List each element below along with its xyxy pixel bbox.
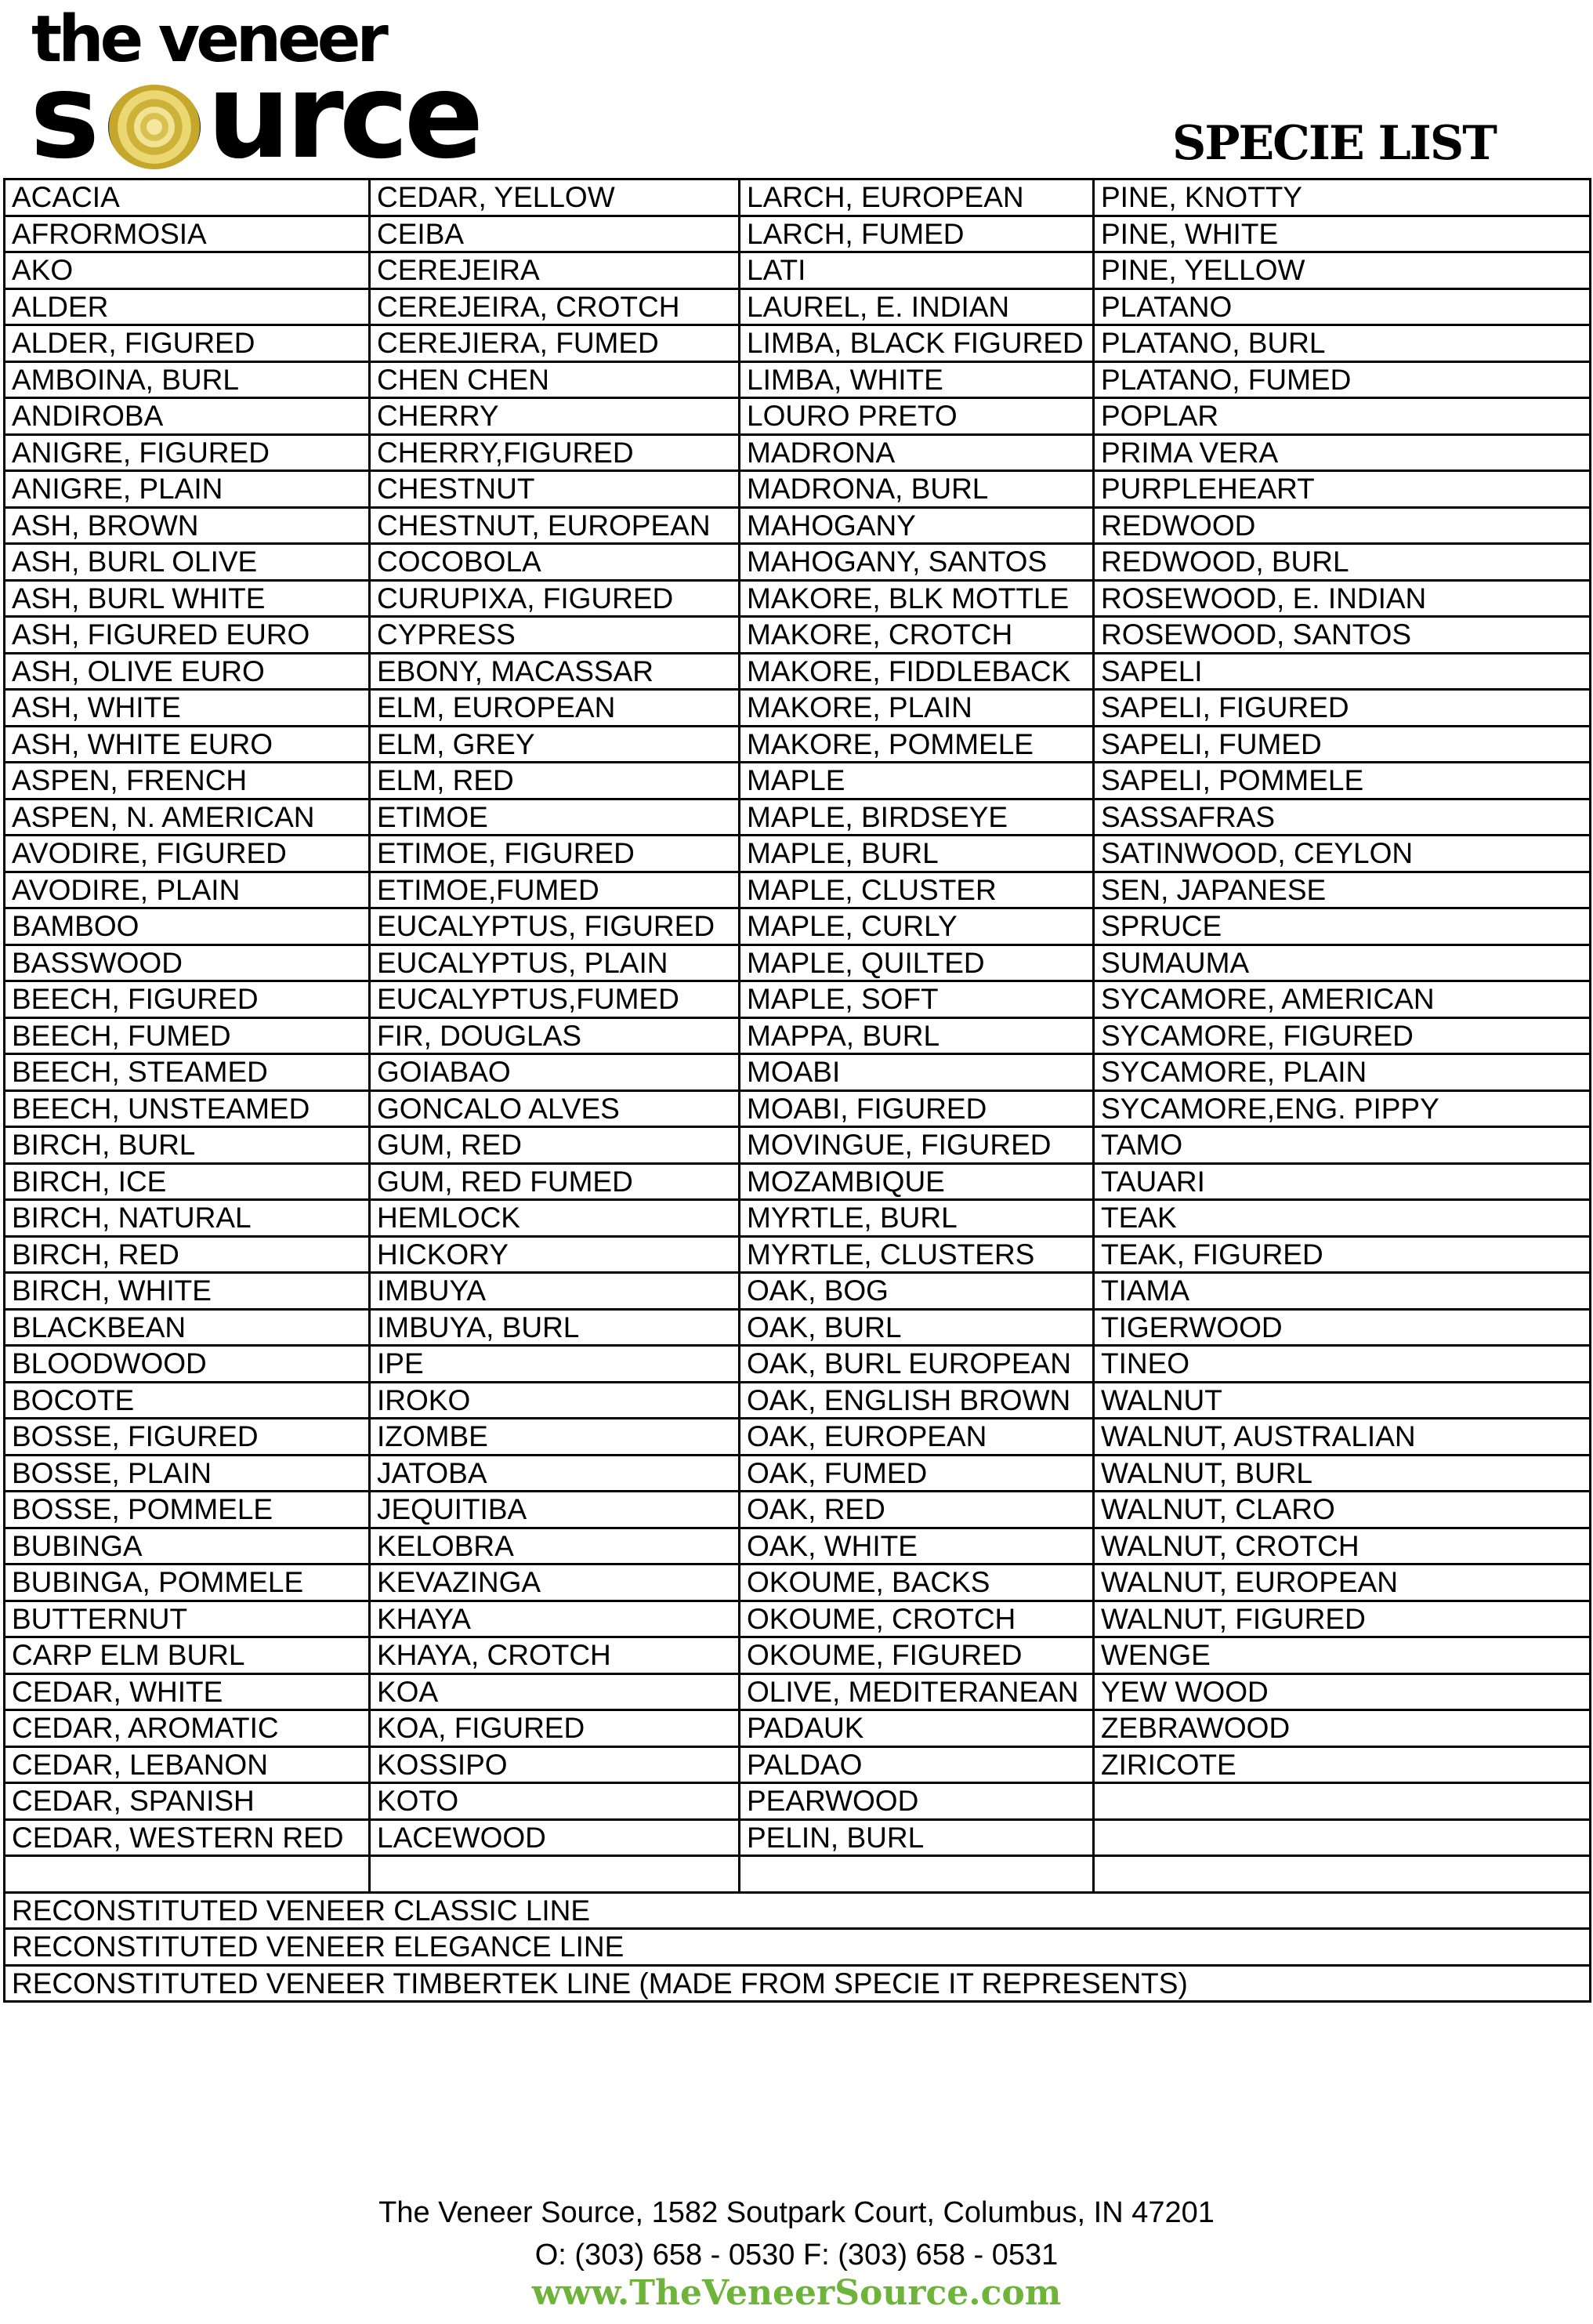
table-row [5, 690, 1591, 727]
reconstituted-line: RECONSTITUTED VENEER CLASSIC LINE [5, 1892, 1591, 1929]
species-cell: BLACKBEAN [5, 1309, 370, 1346]
species-cell: GUM, RED FUMED [370, 1163, 740, 1200]
table-row [5, 1090, 1591, 1127]
species-cell: ETIMOE, FIGURED [370, 836, 740, 872]
table-row [5, 1637, 1591, 1674]
species-cell: PEARWOOD [740, 1783, 1094, 1820]
species-cell: BEECH, STEAMED [5, 1054, 370, 1091]
species-cell: ANIGRE, PLAIN [5, 471, 370, 508]
species-cell: WALNUT, EUROPEAN [1094, 1564, 1591, 1601]
species-cell: CURUPIXA, FIGURED [370, 580, 740, 617]
species-cell: COCOBOLA [370, 544, 740, 581]
table-row [5, 544, 1591, 581]
species-cell: YEW WOOD [1094, 1673, 1591, 1710]
species-cell: TINEO [1094, 1346, 1591, 1383]
species-cell: EUCALYPTUS, PLAIN [370, 944, 740, 981]
table-row [5, 580, 1591, 617]
species-cell: BOSSE, PLAIN [5, 1455, 370, 1492]
species-cell: ROSEWOOD, SANTOS [1094, 617, 1591, 654]
table-row [5, 1273, 1591, 1310]
reconstituted-row [5, 1892, 1591, 1929]
species-cell: OLIVE, MEDITERANEAN [740, 1673, 1094, 1710]
species-cell: MAPLE, BIRDSEYE [740, 799, 1094, 836]
species-cell: SAPELI, FIGURED [1094, 690, 1591, 727]
species-cell: MAKORE, BLK MOTTLE [740, 580, 1094, 617]
species-cell: MAKORE, FIDDLEBACK [740, 653, 1094, 690]
species-cell: MOVINGUE, FIGURED [740, 1127, 1094, 1164]
species-cell: KELOBRA [370, 1528, 740, 1564]
species-cell: MAPLE [740, 763, 1094, 799]
table-row [5, 1236, 1591, 1273]
species-cell: ASH, OLIVE EURO [5, 653, 370, 690]
species-cell: CEDAR, SPANISH [5, 1783, 370, 1820]
species-cell: SEN, JAPANESE [1094, 872, 1591, 908]
species-cell: CEDAR, WESTERN RED [5, 1819, 370, 1856]
species-cell: ELM, RED [370, 763, 740, 799]
species-cell: PURPLEHEART [1094, 471, 1591, 508]
table-row [5, 944, 1591, 981]
species-cell: MAHOGANY, SANTOS [740, 544, 1094, 581]
species-cell: PINE, KNOTTY [1094, 179, 1591, 216]
species-cell: MADRONA [740, 434, 1094, 471]
species-cell: CHEN CHEN [370, 361, 740, 398]
table-row [5, 1601, 1591, 1637]
wood-log-icon [108, 85, 201, 169]
table-row [5, 288, 1591, 325]
species-cell: WALNUT, CLARO [1094, 1492, 1591, 1528]
species-cell: GUM, RED [370, 1127, 740, 1164]
species-cell: TEAK, FIGURED [1094, 1236, 1591, 1273]
species-cell [1094, 1783, 1591, 1820]
species-cell: KOA, FIGURED [370, 1710, 740, 1747]
table-row [5, 1455, 1591, 1492]
table-row [5, 1419, 1591, 1456]
species-cell: KEVAZINGA [370, 1564, 740, 1601]
species-cell: ELM, GREY [370, 726, 740, 763]
species-cell: ASH, WHITE [5, 690, 370, 727]
species-cell: LAUREL, E. INDIAN [740, 288, 1094, 325]
table-row [5, 908, 1591, 945]
species-cell: REDWOOD, BURL [1094, 544, 1591, 581]
species-cell: BOSSE, POMMELE [5, 1492, 370, 1528]
species-cell: HICKORY [370, 1236, 740, 1273]
table-row [5, 653, 1591, 690]
species-cell: MAHOGANY [740, 507, 1094, 544]
species-cell [1094, 1819, 1591, 1856]
species-cell: TEAK [1094, 1200, 1591, 1237]
table-row [5, 325, 1591, 362]
species-cell: CEREJEIRA, CROTCH [370, 288, 740, 325]
species-cell: ZIRICOTE [1094, 1746, 1591, 1783]
species-table-body [5, 179, 1591, 2002]
species-cell: ASH, FIGURED EURO [5, 617, 370, 654]
species-cell: ZEBRAWOOD [1094, 1710, 1591, 1747]
table-row [5, 252, 1591, 289]
table-row [5, 1492, 1591, 1528]
species-cell: MAPLE, QUILTED [740, 944, 1094, 981]
species-cell [740, 1856, 1094, 1893]
species-cell: PALDAO [740, 1746, 1094, 1783]
species-cell: SYCAMORE, FIGURED [1094, 1017, 1591, 1054]
table-row [5, 1710, 1591, 1747]
reconstituted-row [5, 1929, 1591, 1966]
species-cell: BASSWOOD [5, 944, 370, 981]
species-cell: TAMO [1094, 1127, 1591, 1164]
species-cell: ASH, BROWN [5, 507, 370, 544]
species-cell: TIGERWOOD [1094, 1309, 1591, 1346]
species-cell: OAK, RED [740, 1492, 1094, 1528]
species-cell: MAPLE, BURL [740, 836, 1094, 872]
species-cell: BUBINGA [5, 1528, 370, 1564]
table-row [5, 1746, 1591, 1783]
species-cell: POPLAR [1094, 398, 1591, 435]
species-cell: MOZAMBIQUE [740, 1163, 1094, 1200]
species-cell: KOSSIPO [370, 1746, 740, 1783]
species-cell: LOURO PRETO [740, 398, 1094, 435]
table-row [5, 836, 1591, 872]
species-cell: CEREJEIRA [370, 252, 740, 289]
species-cell: IZOMBE [370, 1419, 740, 1456]
table-row [5, 434, 1591, 471]
species-cell: IMBUYA, BURL [370, 1309, 740, 1346]
species-cell: AVODIRE, PLAIN [5, 872, 370, 908]
logo-letters-rest: urce [207, 49, 480, 185]
species-cell: KHAYA, CROTCH [370, 1637, 740, 1674]
page-title: SPECIE LIST [1172, 116, 1496, 171]
species-cell: PLATANO [1094, 288, 1591, 325]
species-cell: PELIN, BURL [740, 1819, 1094, 1856]
table-row [5, 726, 1591, 763]
species-cell: CYPRESS [370, 617, 740, 654]
species-cell: PLATANO, FUMED [1094, 361, 1591, 398]
table-row [5, 1017, 1591, 1054]
species-cell: SATINWOOD, CEYLON [1094, 836, 1591, 872]
table-row [5, 617, 1591, 654]
species-cell: BIRCH, NATURAL [5, 1200, 370, 1237]
table-row [5, 1673, 1591, 1710]
species-cell: BEECH, FIGURED [5, 981, 370, 1018]
species-cell: IMBUYA [370, 1273, 740, 1310]
species-cell: OAK, BURL [740, 1309, 1094, 1346]
species-cell: GOIABAO [370, 1054, 740, 1091]
species-cell: HEMLOCK [370, 1200, 740, 1237]
species-cell: OKOUME, CROTCH [740, 1601, 1094, 1637]
footer-website-link[interactable]: www.TheVeneerSource.com [531, 2273, 1062, 2313]
table-row [5, 216, 1591, 252]
species-cell: BOSSE, FIGURED [5, 1419, 370, 1456]
species-cell: PRIMA VERA [1094, 434, 1591, 471]
reconstituted-line: RECONSTITUTED VENEER ELEGANCE LINE [5, 1929, 1591, 1966]
species-cell: MAKORE, POMMELE [740, 726, 1094, 763]
table-row [5, 507, 1591, 544]
species-cell: CHESTNUT [370, 471, 740, 508]
species-cell: OAK, EUROPEAN [740, 1419, 1094, 1456]
table-row [5, 1564, 1591, 1601]
table-row [5, 872, 1591, 908]
table-row [5, 1382, 1591, 1419]
species-cell: BIRCH, ICE [5, 1163, 370, 1200]
species-cell: CARP ELM BURL [5, 1637, 370, 1674]
species-cell: CHERRY [370, 398, 740, 435]
table-row [5, 1346, 1591, 1383]
species-cell: MAPPA, BURL [740, 1017, 1094, 1054]
species-cell: LATI [740, 252, 1094, 289]
species-cell: MOABI [740, 1054, 1094, 1091]
species-cell: WENGE [1094, 1637, 1591, 1674]
species-cell: SYCAMORE,ENG. PIPPY [1094, 1090, 1591, 1127]
species-cell: ACACIA [5, 179, 370, 216]
species-cell: KHAYA [370, 1601, 740, 1637]
species-cell: OAK, WHITE [740, 1528, 1094, 1564]
table-row [5, 1054, 1591, 1091]
species-cell: CEREJIERA, FUMED [370, 325, 740, 362]
species-cell: WALNUT [1094, 1382, 1591, 1419]
species-cell: AMBOINA, BURL [5, 361, 370, 398]
table-row [5, 1127, 1591, 1164]
species-cell: ASH, WHITE EURO [5, 726, 370, 763]
species-cell: LIMBA, BLACK FIGURED [740, 325, 1094, 362]
species-cell: BEECH, UNSTEAMED [5, 1090, 370, 1127]
species-cell: WALNUT, AUSTRALIAN [1094, 1419, 1591, 1456]
footer-address: The Veneer Source, 1582 Soutpark Court, Columbus, IN 47201 [378, 2196, 1215, 2229]
species-cell: ASH, BURL OLIVE [5, 544, 370, 581]
species-cell: TIAMA [1094, 1273, 1591, 1310]
species-cell: SAPELI, FUMED [1094, 726, 1591, 763]
species-cell: OKOUME, FIGURED [740, 1637, 1094, 1674]
table-row [5, 1200, 1591, 1237]
species-table [3, 178, 1591, 2003]
species-cell [5, 1856, 370, 1893]
species-cell: LACEWOOD [370, 1819, 740, 1856]
species-cell [370, 1856, 740, 1893]
species-cell: OAK, FUMED [740, 1455, 1094, 1492]
species-cell: BIRCH, WHITE [5, 1273, 370, 1310]
species-cell: JATOBA [370, 1455, 740, 1492]
species-cell: MOABI, FIGURED [740, 1090, 1094, 1127]
species-cell: ETIMOE [370, 799, 740, 836]
species-cell: MADRONA, BURL [740, 471, 1094, 508]
species-cell: BOCOTE [5, 1382, 370, 1419]
table-row [5, 1856, 1591, 1893]
species-cell: EBONY, MACASSAR [370, 653, 740, 690]
species-cell: BIRCH, RED [5, 1236, 370, 1273]
species-cell: LARCH, FUMED [740, 216, 1094, 252]
species-cell: REDWOOD [1094, 507, 1591, 544]
species-cell: FIR, DOUGLAS [370, 1017, 740, 1054]
species-cell: SYCAMORE, PLAIN [1094, 1054, 1591, 1091]
reconstituted-line: RECONSTITUTED VENEER TIMBERTEK LINE (MADE FROM SPECIE IT REPRESENTS) [5, 1965, 1591, 2002]
species-cell: CEDAR, LEBANON [5, 1746, 370, 1783]
table-row [5, 981, 1591, 1018]
table-row [5, 1528, 1591, 1564]
table-row [5, 1163, 1591, 1200]
species-cell: SYCAMORE, AMERICAN [1094, 981, 1591, 1018]
species-cell: CHESTNUT, EUROPEAN [370, 507, 740, 544]
species-cell: ASPEN, N. AMERICAN [5, 799, 370, 836]
species-cell: BUTTERNUT [5, 1601, 370, 1637]
species-cell: BAMBOO [5, 908, 370, 945]
species-cell: SAPELI, POMMELE [1094, 763, 1591, 799]
species-cell: MAKORE, PLAIN [740, 690, 1094, 727]
table-row [5, 763, 1591, 799]
species-cell: ASH, BURL WHITE [5, 580, 370, 617]
table-row [5, 1819, 1591, 1856]
species-cell: MAPLE, CLUSTER [740, 872, 1094, 908]
table-row [5, 1783, 1591, 1820]
table-row [5, 471, 1591, 508]
species-cell: WALNUT, CROTCH [1094, 1528, 1591, 1564]
species-cell: WALNUT, BURL [1094, 1455, 1591, 1492]
species-cell [1094, 1856, 1591, 1893]
company-logo [30, 2, 500, 185]
species-cell: OKOUME, BACKS [740, 1564, 1094, 1601]
species-cell: SUMAUMA [1094, 944, 1591, 981]
species-cell: OAK, ENGLISH BROWN [740, 1382, 1094, 1419]
species-cell: AVODIRE, FIGURED [5, 836, 370, 872]
species-cell: IPE [370, 1346, 740, 1383]
species-cell: CEDAR, AROMATIC [5, 1710, 370, 1747]
species-cell: MYRTLE, CLUSTERS [740, 1236, 1094, 1273]
species-cell: SAPELI [1094, 653, 1591, 690]
species-cell: PLATANO, BURL [1094, 325, 1591, 362]
species-cell: LARCH, EUROPEAN [740, 179, 1094, 216]
species-cell: MAKORE, CROTCH [740, 617, 1094, 654]
species-cell: BEECH, FUMED [5, 1017, 370, 1054]
reconstituted-row [5, 1965, 1591, 2002]
species-cell: ASPEN, FRENCH [5, 763, 370, 799]
table-row [5, 179, 1591, 216]
species-cell: PADAUK [740, 1710, 1094, 1747]
species-cell: EUCALYPTUS, FIGURED [370, 908, 740, 945]
species-cell: ANIGRE, FIGURED [5, 434, 370, 471]
species-cell: MYRTLE, BURL [740, 1200, 1094, 1237]
species-cell: ETIMOE,FUMED [370, 872, 740, 908]
species-cell: WALNUT, FIGURED [1094, 1601, 1591, 1637]
species-cell: ALDER [5, 288, 370, 325]
footer-phone: O: (303) 658 - 0530 F: (303) 658 - 0531 [534, 2239, 1059, 2271]
species-cell: LIMBA, WHITE [740, 361, 1094, 398]
species-cell: AFRORMOSIA [5, 216, 370, 252]
species-cell: BLOODWOOD [5, 1346, 370, 1383]
species-cell: AKO [5, 252, 370, 289]
table-row [5, 1309, 1591, 1346]
species-cell: MAPLE, SOFT [740, 981, 1094, 1018]
species-cell: IROKO [370, 1382, 740, 1419]
species-cell: CEDAR, WHITE [5, 1673, 370, 1710]
logo-text-top: the veneer [31, 2, 385, 77]
logo-letter-s: s [30, 49, 96, 185]
species-cell: PINE, WHITE [1094, 216, 1591, 252]
species-cell: ALDER, FIGURED [5, 325, 370, 362]
species-cell: KOTO [370, 1783, 740, 1820]
species-cell: GONCALO ALVES [370, 1090, 740, 1127]
species-cell: SASSAFRAS [1094, 799, 1591, 836]
species-cell: MAPLE, CURLY [740, 908, 1094, 945]
species-cell: OAK, BURL EUROPEAN [740, 1346, 1094, 1383]
species-cell: OAK, BOG [740, 1273, 1094, 1310]
species-cell: ELM, EUROPEAN [370, 690, 740, 727]
table-row [5, 361, 1591, 398]
species-cell: CHERRY,FIGURED [370, 434, 740, 471]
species-cell: CEIBA [370, 216, 740, 252]
logo-text-bottom [30, 49, 500, 185]
species-cell: ANDIROBA [5, 398, 370, 435]
species-cell: BUBINGA, POMMELE [5, 1564, 370, 1601]
species-cell: BIRCH, BURL [5, 1127, 370, 1164]
species-cell: JEQUITIBA [370, 1492, 740, 1528]
species-cell: SPRUCE [1094, 908, 1591, 945]
species-cell: ROSEWOOD, E. INDIAN [1094, 580, 1591, 617]
species-cell: KOA [370, 1673, 740, 1710]
species-cell: PINE, YELLOW [1094, 252, 1591, 289]
table-row [5, 398, 1591, 435]
table-row [5, 799, 1591, 836]
species-cell: TAUARI [1094, 1163, 1591, 1200]
species-cell: CEDAR, YELLOW [370, 179, 740, 216]
species-cell: EUCALYPTUS,FUMED [370, 981, 740, 1018]
